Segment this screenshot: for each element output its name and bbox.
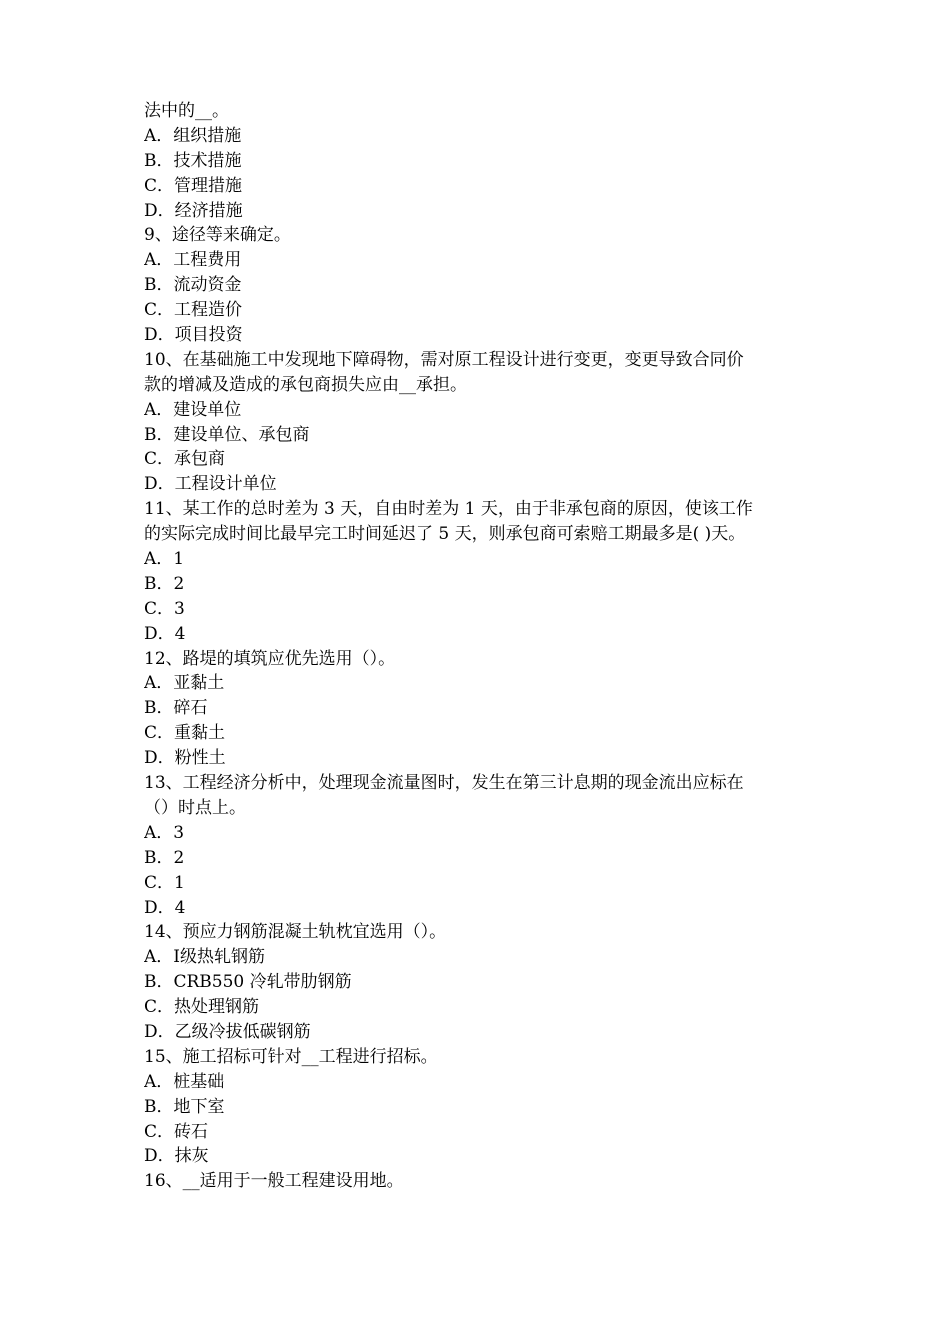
- text-line: C．工程造价: [144, 300, 243, 321]
- text-line: 12、路堤的填筑应优先选用（）。: [144, 648, 396, 669]
- text-line: 9、途径等来确定。: [144, 225, 291, 246]
- text-line: 法中的__。: [144, 101, 229, 121]
- text-line: B．碎石: [144, 698, 208, 719]
- text-line: A．建设单位: [144, 399, 242, 420]
- text-line: C．管理措施: [144, 175, 243, 196]
- text-line: B．技术措施: [144, 150, 242, 171]
- text-line: C．承包商: [144, 449, 226, 470]
- text-line: D．抹灰: [144, 1146, 209, 1167]
- text-line: 13、工程经济分析中，处理现金流量图时，发生在第三计息期的现金流出应标在: [144, 773, 744, 794]
- text-line: C．1: [144, 872, 185, 893]
- text-line: 的实际完成时间比最早完工时间延迟了 5 天，则承包商可索赔工期最多是( )天。: [144, 524, 746, 545]
- document-body: [144, 99, 814, 1194]
- text-line: D．项目投资: [144, 325, 243, 346]
- text-line: 14、预应力钢筋混凝土轨枕宜选用（）。: [144, 922, 447, 943]
- text-line: D．4: [144, 623, 186, 644]
- text-line: A．1: [144, 549, 185, 570]
- text-line: C．热处理钢筋: [144, 997, 260, 1018]
- text-line: C．砖石: [144, 1121, 209, 1142]
- text-line: C．3: [144, 598, 185, 619]
- text-line: D．4: [144, 897, 186, 918]
- text-line: A．亚黏土: [144, 673, 225, 694]
- text-line: B．2: [144, 573, 185, 594]
- text-line: B．建设单位、承包商: [144, 424, 310, 445]
- text-line: C．重黏土: [144, 723, 226, 744]
- text-line: A．桩基础: [144, 1071, 225, 1092]
- text-line: B．地下室: [144, 1096, 225, 1117]
- text-line: A．工程费用: [144, 250, 242, 271]
- text-line: D．经济措施: [144, 200, 243, 221]
- text-line: 15、施工招标可针对__工程进行招标。: [144, 1046, 438, 1067]
- text-line: A．3: [144, 822, 185, 843]
- text-line: D．乙级冷拔低碳钢筋: [144, 1021, 311, 1042]
- text-line: D．工程设计单位: [144, 474, 277, 495]
- text-line: B．CRB550 冷轧带肋钢筋: [144, 972, 352, 993]
- text-line: 款的增减及造成的承包商损失应由__承担。: [144, 374, 467, 395]
- text-line: A．Ⅰ级热轧钢筋: [144, 947, 265, 968]
- text-line: B．2: [144, 847, 185, 868]
- text-line: 16、__适用于一般工程建设用地。: [144, 1171, 404, 1192]
- text-line: 11、某工作的总时差为 3 天，自由时差为 1 天，由于非承包商的原因，使该工作: [144, 499, 753, 520]
- text-line: B．流动资金: [144, 275, 242, 296]
- text-line: A．组织措施: [144, 125, 242, 146]
- text-line: D．粉性土: [144, 748, 226, 769]
- text-line: （）时点上。: [144, 797, 246, 818]
- text-line: 10、在基础施工中发现地下障碍物，需对原工程设计进行变更，变更导致合同价: [144, 349, 744, 370]
